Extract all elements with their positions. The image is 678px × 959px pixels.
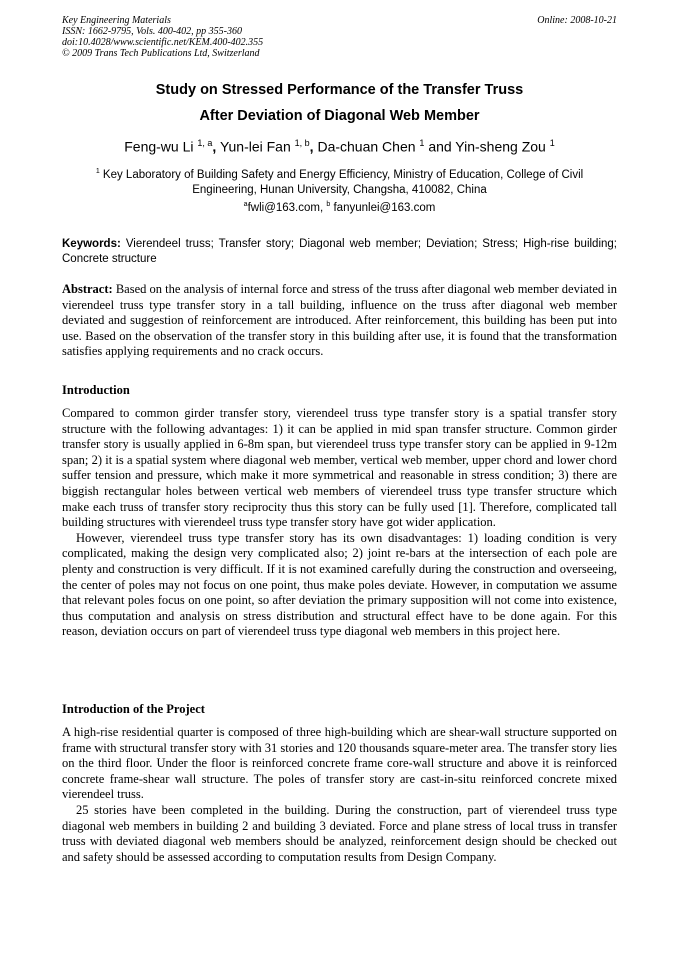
author-affiliation-mark: 1 bbox=[549, 138, 555, 148]
email-address[interactable]: fwli@163.com, bbox=[247, 201, 324, 214]
journal-name: Key Engineering Materials bbox=[62, 15, 171, 26]
affiliation-mark: 1 bbox=[95, 168, 100, 175]
paragraph: 25 stories have been completed in the building. During the construction, part of vierendeel truss type diagonal web members in building 2 and building 3 deviated. Force and plane stress of local truss in transfer truss with deviated diagonal web members should be analyzed, reinforcement design should be checked out and safety should be assessed according to computation results from Design Company. bbox=[62, 802, 617, 864]
email-mark: a bbox=[243, 201, 248, 208]
author-name: Feng-wu Li bbox=[124, 138, 194, 155]
email-line bbox=[62, 201, 617, 214]
abstract-text: Based on the analysis of internal force and stress of the truss after diagonal web member deviated in vierendeel truss type transfer story in a tall building, influence on the truss after diagonal web member deviated and suggestion of reinforcement are introduced. After reinforcement, this building has been put into use. Based on the observation of the transfer story in this building after use, it is found that the transformation satisfies applying requirements and no crack occurs. bbox=[62, 282, 618, 359]
journal-header bbox=[62, 15, 617, 59]
doi-line: doi:10.4028/www.scientific.net/KEM.400-402.355 bbox=[62, 37, 264, 48]
author-list: Feng-wu Li $^{1, a}$, Yun-lei Fan $^{1, b}$, Da-chuan Chen $^1$ and Yin-sheng Zou $^1$ bbox=[124, 138, 555, 155]
paper-title-line-2: After Deviation of Diagonal Web Member bbox=[199, 108, 480, 124]
author-affiliation-mark: 1, b bbox=[294, 138, 310, 148]
paper-title-line-1: Study on Stressed Performance of the Transfer Truss bbox=[155, 82, 524, 98]
author-name: and Yin-sheng Zou bbox=[428, 138, 546, 155]
author-affiliation-mark: 1, a bbox=[197, 138, 213, 148]
affiliation bbox=[62, 164, 617, 199]
keywords-text: Vierendeel truss; Transfer story; Diagonal web member; Deviation; Stress; High-rise building; Concrete structure bbox=[62, 238, 617, 265]
online-date: Online: 2008-10-21 bbox=[537, 15, 617, 26]
copyright-line: © 2009 Trans Tech Publications Ltd, Switzerland bbox=[62, 48, 260, 59]
paragraph: However, vierendeel truss type transfer story has its own disadvantages: 1) loading condition is very complicated, making the design very complicated also; 2) joint re-bars at the intersection of each pole are plenty and construction is very difficult. If it is not examined carefully during the construction and overseeing, the center of poles may not focus on one point, thus make poles deviate. However, in computation we assume that relevant poles focus on one point, so after deviation the primary supposition will not come into existence, thus computation and analysis on stress distribution and structural effect have to be done again. For this reason, deviation occurs on part of vierendeel truss type diagonal web members in this project here. bbox=[62, 530, 617, 639]
email-address[interactable]: fanyunlei@163.com bbox=[333, 201, 436, 214]
project-section bbox=[62, 725, 617, 865]
abstract bbox=[62, 282, 617, 360]
affiliation-text: Key Laboratory of Building Safety and Energy Efficiency, Ministry of Education, College of Civil Engineering, Hunan University, Changsha, 410082, China bbox=[102, 168, 584, 197]
email-mark: b bbox=[326, 201, 331, 208]
paragraph: A high-rise residential quarter is composed of three high-building which are shear-wall structure supported on frame with structural transfer story with 31 stories and 120 thousands square-meter area. The transfer story lies on the third floor. Under the floor is reinforced concrete frame core-wall structure and above it is reinforced concrete frame-shear wall structure. The poles of transfer story are cast-in-situ reinforced concrete mixed vierendeel truss. bbox=[62, 725, 617, 802]
author-name: Da-chuan Chen bbox=[317, 138, 416, 155]
abstract-label: Abstract: bbox=[62, 282, 113, 296]
author-name: Yun-lei Fan bbox=[219, 138, 291, 155]
issn-line: ISSN: 1662-9795, Vols. 400-402, pp 355-360 bbox=[62, 26, 242, 37]
section-heading-introduction: Introduction bbox=[62, 383, 130, 397]
section-heading-project: Introduction of the Project bbox=[62, 702, 205, 716]
paragraph: Compared to common girder transfer story, vierendeel truss type transfer story is a spatial transfer story structure with the following advantages: 1) it can be applied in mid span transfer structure. Common girder transfer story is usually applied in 6-8m span, but vierendeel truss type transfer story can be applied in 9-12m span; 2) it is a spatial system where diagonal web member, vertical web member, upper chord and lower chord suffer tension and pressure, which make it more symmetrical and reasonable in stress condition; 3) there are biggish rectangular holes between vertical web members of vierendeel truss type transfer structure which make each truss of transfer story reciprocity thus this story can be fully used [1]. Therefore, complicated tall building structures with vierendeel truss type transfer story have got wider application. bbox=[62, 406, 617, 530]
keywords-label: Keywords: bbox=[62, 238, 121, 250]
keywords bbox=[62, 237, 617, 267]
introduction-section bbox=[62, 406, 617, 640]
author-affiliation-mark: 1 bbox=[419, 138, 425, 148]
